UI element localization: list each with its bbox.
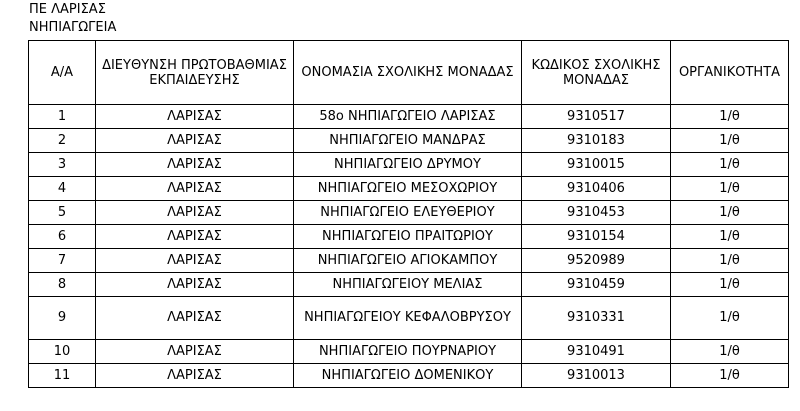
- cell-aa: 9: [29, 297, 96, 340]
- cell-school-name: ΝΗΠΙΑΓΩΓΕΙΟ ΑΓΙΟΚΑΜΠΟΥ: [294, 249, 522, 273]
- column-header-aa: Α/Α: [29, 41, 96, 105]
- cell-directorate: ΛΑΡΙΣΑΣ: [96, 364, 294, 388]
- cell-capacity: 1/θ: [671, 225, 789, 249]
- column-header-directorate: ΔΙΕΥΘΥΝΣΗ ΠΡΩΤΟΒΑΘΜΙΑΣ ΕΚΠΑΙΔΕΥΣΗΣ: [96, 41, 294, 105]
- table-row: [29, 129, 789, 153]
- cell-aa: 3: [29, 153, 96, 177]
- cell-capacity: 1/θ: [671, 273, 789, 297]
- cell-school-name: ΝΗΠΙΑΓΩΓΕΙΟ ΔΟΜΕΝΙΚΟΥ: [294, 364, 522, 388]
- cell-aa: 1: [29, 105, 96, 129]
- cell-capacity: 1/θ: [671, 201, 789, 225]
- cell-aa: 8: [29, 273, 96, 297]
- cell-capacity: 1/θ: [671, 297, 789, 340]
- cell-school-name: ΝΗΠΙΑΓΩΓΕΙΟ ΠΟΥΡΝΑΡΙΟΥ: [294, 340, 522, 364]
- cell-directorate: ΛΑΡΙΣΑΣ: [96, 273, 294, 297]
- table-row: [29, 225, 789, 249]
- directorate-heading: ΠΕ ΛΑΡΙΣΑΣ: [29, 2, 106, 17]
- table-row: [29, 297, 789, 340]
- table-header-row: [29, 41, 789, 105]
- cell-aa: 5: [29, 201, 96, 225]
- cell-aa: 11: [29, 364, 96, 388]
- cell-school-name: ΝΗΠΙΑΓΩΓΕΙΟ ΜΑΝΔΡΑΣ: [294, 129, 522, 153]
- cell-aa: 6: [29, 225, 96, 249]
- cell-school-code: 9310183: [522, 129, 671, 153]
- cell-school-name: ΝΗΠΙΑΓΩΓΕΙΟ ΔΡΥΜΟΥ: [294, 153, 522, 177]
- cell-directorate: ΛΑΡΙΣΑΣ: [96, 297, 294, 340]
- table-row: [29, 153, 789, 177]
- cell-aa: 4: [29, 177, 96, 201]
- cell-capacity: 1/θ: [671, 129, 789, 153]
- table-row: [29, 105, 789, 129]
- schools-table: [28, 40, 789, 388]
- cell-school-name: ΝΗΠΙΑΓΩΓΕΙΟ ΠΡΑΙΤΩΡΙΟΥ: [294, 225, 522, 249]
- table-row: [29, 177, 789, 201]
- cell-capacity: 1/θ: [671, 153, 789, 177]
- cell-directorate: ΛΑΡΙΣΑΣ: [96, 129, 294, 153]
- cell-school-code: 9310015: [522, 153, 671, 177]
- table-row: [29, 201, 789, 225]
- cell-directorate: ΛΑΡΙΣΑΣ: [96, 340, 294, 364]
- cell-capacity: 1/θ: [671, 364, 789, 388]
- cell-capacity: 1/θ: [671, 105, 789, 129]
- cell-school-name: ΝΗΠΙΑΓΩΓΕΙΟΥ ΜΕΛΙΑΣ: [294, 273, 522, 297]
- column-header-capacity: ΟΡΓΑΝΙΚΟΤΗΤΑ: [671, 41, 789, 105]
- category-heading: ΝΗΠΙΑΓΩΓΕΙΑ: [29, 20, 117, 35]
- cell-aa: 7: [29, 249, 96, 273]
- cell-school-name: ΝΗΠΙΑΓΩΓΕΙΟΥ ΚΕΦΑΛΟΒΡΥΣΟΥ: [294, 297, 522, 340]
- cell-school-code: 9520989: [522, 249, 671, 273]
- cell-capacity: 1/θ: [671, 340, 789, 364]
- table-row: [29, 340, 789, 364]
- cell-school-name: ΝΗΠΙΑΓΩΓΕΙΟ ΜΕΣΟΧΩΡΙΟΥ: [294, 177, 522, 201]
- cell-school-code: 9310459: [522, 273, 671, 297]
- cell-school-code: 9310331: [522, 297, 671, 340]
- cell-school-code: 9310154: [522, 225, 671, 249]
- cell-school-name: ΝΗΠΙΑΓΩΓΕΙΟ ΕΛΕΥΘΕΡΙΟΥ: [294, 201, 522, 225]
- cell-school-code: 9310517: [522, 105, 671, 129]
- cell-aa: 2: [29, 129, 96, 153]
- cell-school-code: 9310491: [522, 340, 671, 364]
- cell-capacity: 1/θ: [671, 177, 789, 201]
- column-header-school-name: ΟΝΟΜΑΣΙΑ ΣΧΟΛΙΚΗΣ ΜΟΝΑΔΑΣ: [294, 41, 522, 105]
- cell-directorate: ΛΑΡΙΣΑΣ: [96, 249, 294, 273]
- cell-aa: 10: [29, 340, 96, 364]
- table-row: [29, 273, 789, 297]
- table-row: [29, 249, 789, 273]
- cell-directorate: ΛΑΡΙΣΑΣ: [96, 225, 294, 249]
- cell-school-code: 9310013: [522, 364, 671, 388]
- cell-directorate: ΛΑΡΙΣΑΣ: [96, 153, 294, 177]
- cell-school-code: 9310406: [522, 177, 671, 201]
- cell-school-code: 9310453: [522, 201, 671, 225]
- table-row: [29, 364, 789, 388]
- cell-school-name: 58ο ΝΗΠΙΑΓΩΓΕΙΟ ΛΑΡΙΣΑΣ: [294, 105, 522, 129]
- cell-capacity: 1/θ: [671, 249, 789, 273]
- cell-directorate: ΛΑΡΙΣΑΣ: [96, 105, 294, 129]
- cell-directorate: ΛΑΡΙΣΑΣ: [96, 177, 294, 201]
- column-header-school-code: ΚΩΔΙΚΟΣ ΣΧΟΛΙΚΗΣ ΜΟΝΑΔΑΣ: [522, 41, 671, 105]
- cell-directorate: ΛΑΡΙΣΑΣ: [96, 201, 294, 225]
